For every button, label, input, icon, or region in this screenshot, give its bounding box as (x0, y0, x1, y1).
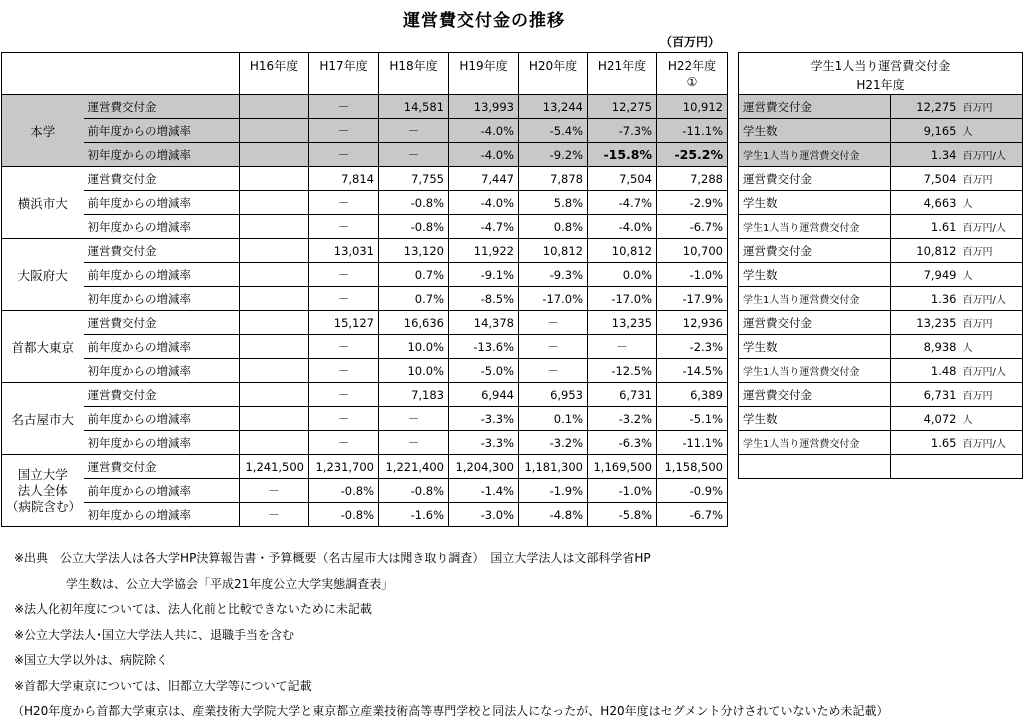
row-label: 前年度からの増減率 (84, 479, 240, 503)
value-cell: -1.4% (449, 479, 519, 503)
value-cell: － (240, 503, 309, 527)
value-cell: － (309, 95, 379, 119)
side-label: 学生数 (739, 119, 891, 143)
value-cell: -17.0% (588, 287, 657, 311)
main-table (1, 52, 728, 527)
unit-label: （百万円） (660, 35, 721, 49)
value-cell (240, 359, 309, 383)
value-cell (240, 287, 309, 311)
value-cell: 6,731 (588, 383, 657, 407)
table-row (2, 455, 728, 479)
value-cell: 10,812 (588, 239, 657, 263)
side-label: 学生1人当り運営費交付金 (739, 287, 891, 311)
side-row (739, 167, 1023, 191)
side-unit: 百万円 (961, 167, 1023, 191)
side-label: 運営費交付金 (739, 239, 891, 263)
side-empty (891, 455, 1023, 479)
side-unit: 人 (961, 191, 1023, 215)
side-value: 10,812 (891, 239, 961, 263)
side-label: 学生数 (739, 263, 891, 287)
value-cell (240, 191, 309, 215)
value-cell (240, 95, 309, 119)
value-cell: 12,275 (588, 95, 657, 119)
table-row (2, 191, 728, 215)
table-row (2, 167, 728, 191)
side-unit: 百万円 (961, 239, 1023, 263)
value-cell: － (309, 431, 379, 455)
side-row (739, 191, 1023, 215)
side-value: 1.65 (891, 431, 961, 455)
value-cell: － (309, 335, 379, 359)
value-cell: -0.8% (379, 191, 449, 215)
side-value: 6,731 (891, 383, 961, 407)
value-cell: -5.4% (519, 119, 588, 143)
year-header: H21年度 (588, 53, 657, 95)
value-cell: -2.3% (657, 335, 728, 359)
side-label: 学生数 (739, 335, 891, 359)
value-cell: 10,912 (657, 95, 728, 119)
value-cell: -5.1% (657, 407, 728, 431)
table-row (2, 143, 728, 167)
side-unit: 百万円 (961, 95, 1023, 119)
side-unit: 百万円/人 (961, 143, 1023, 167)
note-line: ※出典 公立大学法人は各大学HP決算報告書・予算概要（名古屋市大は聞き取り調査） 国立大学法人は文部科学省HP (14, 551, 651, 565)
value-cell: 0.7% (379, 263, 449, 287)
value-cell: -8.5% (449, 287, 519, 311)
value-cell: 1,158,500 (657, 455, 728, 479)
value-cell: 6,389 (657, 383, 728, 407)
value-cell: － (309, 191, 379, 215)
side-row (739, 263, 1023, 287)
table-row (2, 119, 728, 143)
side-row (739, 215, 1023, 239)
value-cell: 13,235 (588, 311, 657, 335)
value-cell: 0.1% (519, 407, 588, 431)
year-header-h22 (657, 53, 728, 95)
side-value: 8,938 (891, 335, 961, 359)
value-cell: 1,169,500 (588, 455, 657, 479)
side-value: 1.48 (891, 359, 961, 383)
value-cell: － (519, 311, 588, 335)
value-cell: 5.8% (519, 191, 588, 215)
side-label: 運営費交付金 (739, 167, 891, 191)
value-cell: － (309, 383, 379, 407)
value-cell: 10,700 (657, 239, 728, 263)
value-cell: -2.9% (657, 191, 728, 215)
side-value: 1.61 (891, 215, 961, 239)
institution-name: 名古屋市大 (2, 383, 84, 455)
side-row (739, 407, 1023, 431)
institution-name: 横浜市大 (2, 167, 84, 239)
year-header: H17年度 (309, 53, 379, 95)
value-cell (240, 311, 309, 335)
value-cell: -3.3% (449, 431, 519, 455)
row-label: 運営費交付金 (84, 311, 240, 335)
value-cell: -3.0% (449, 503, 519, 527)
institution-name: 首都大東京 (2, 311, 84, 383)
side-label: 運営費交付金 (739, 383, 891, 407)
institution-name: 本学 (2, 95, 84, 167)
value-cell: -4.0% (588, 215, 657, 239)
value-cell: -25.2% (657, 143, 728, 167)
value-cell: 10.0% (379, 335, 449, 359)
side-row (739, 239, 1023, 263)
value-cell: -1.0% (588, 479, 657, 503)
value-cell: 13,244 (519, 95, 588, 119)
value-cell: -4.0% (449, 143, 519, 167)
value-cell: -3.2% (519, 431, 588, 455)
value-cell: -12.5% (588, 359, 657, 383)
side-label: 学生1人当り運営費交付金 (739, 215, 891, 239)
value-cell (240, 215, 309, 239)
value-cell: -4.8% (519, 503, 588, 527)
header-row (2, 53, 728, 95)
value-cell: 11,922 (449, 239, 519, 263)
side-unit: 百万円/人 (961, 287, 1023, 311)
side-value: 12,275 (891, 95, 961, 119)
side-row (739, 311, 1023, 335)
note-line: ※国立大学以外は、病院除く (14, 653, 169, 667)
table-row (2, 479, 728, 503)
value-cell: -0.8% (309, 479, 379, 503)
value-cell (240, 239, 309, 263)
side-row (739, 335, 1023, 359)
value-cell: － (309, 143, 379, 167)
value-cell: － (309, 119, 379, 143)
side-row (739, 119, 1023, 143)
value-cell: -1.0% (657, 263, 728, 287)
value-cell: -4.0% (449, 119, 519, 143)
side-value: 1.34 (891, 143, 961, 167)
table-row (2, 407, 728, 431)
row-label: 運営費交付金 (84, 95, 240, 119)
side-label: 学生1人当り運営費交付金 (739, 143, 891, 167)
note-line: ※首都大学東京については、旧都立大学等について記載 (14, 678, 312, 693)
year-header: H19年度 (449, 53, 519, 95)
table-row (2, 503, 728, 527)
value-cell: 0.8% (519, 215, 588, 239)
side-unit: 人 (961, 335, 1023, 359)
value-cell: 6,953 (519, 383, 588, 407)
institution-name: 大阪府大 (2, 239, 84, 311)
year-label: H22年度 (667, 59, 717, 73)
value-cell: 7,504 (588, 167, 657, 191)
side-row (739, 95, 1023, 119)
row-label: 運営費交付金 (84, 455, 240, 479)
value-cell: -0.8% (379, 215, 449, 239)
value-cell: － (309, 407, 379, 431)
value-cell: 13,120 (379, 239, 449, 263)
side-empty (739, 455, 891, 479)
value-cell: 0.0% (588, 263, 657, 287)
value-cell: -1.9% (519, 479, 588, 503)
value-cell: -9.3% (519, 263, 588, 287)
side-row (739, 431, 1023, 455)
side-unit: 百万円 (961, 311, 1023, 335)
value-cell (240, 119, 309, 143)
header-blank (2, 53, 84, 95)
side-row (739, 287, 1023, 311)
row-label: 運営費交付金 (84, 167, 240, 191)
value-cell: -4.0% (449, 191, 519, 215)
table-row (2, 431, 728, 455)
side-header-row (739, 53, 1023, 95)
value-cell: 1,221,400 (379, 455, 449, 479)
side-value: 7,949 (891, 263, 961, 287)
side-value: 9,165 (891, 119, 961, 143)
value-cell: － (379, 119, 449, 143)
side-unit: 百万円/人 (961, 431, 1023, 455)
value-cell: 10,812 (519, 239, 588, 263)
value-cell: -4.7% (588, 191, 657, 215)
value-cell: -9.1% (449, 263, 519, 287)
side-label: 学生1人当り運営費交付金 (739, 431, 891, 455)
row-label: 初年度からの増減率 (84, 431, 240, 455)
value-cell: 0.7% (379, 287, 449, 311)
row-label: 初年度からの増減率 (84, 359, 240, 383)
row-label: 前年度からの増減率 (84, 263, 240, 287)
value-cell: -14.5% (657, 359, 728, 383)
note-line: ※公立大学法人･国立大学法人共に、退職手当を含む (14, 627, 295, 642)
value-cell: -5.8% (588, 503, 657, 527)
value-cell: -0.8% (309, 503, 379, 527)
value-cell: -4.7% (449, 215, 519, 239)
value-cell (240, 383, 309, 407)
value-cell: -5.0% (449, 359, 519, 383)
value-cell: -17.9% (657, 287, 728, 311)
value-cell: 1,181,300 (519, 455, 588, 479)
value-cell (240, 143, 309, 167)
side-value: 4,663 (891, 191, 961, 215)
value-cell: 13,031 (309, 239, 379, 263)
value-cell: -15.8% (588, 143, 657, 167)
value-cell: 1,231,700 (309, 455, 379, 479)
side-row (739, 383, 1023, 407)
row-label: 初年度からの増減率 (84, 215, 240, 239)
note-line: ※法人化初年度については、法人化前と比較できないために未記載 (14, 602, 372, 616)
value-cell: -1.6% (379, 503, 449, 527)
table-row (2, 95, 728, 119)
institution-name-line: 法人全体 (17, 482, 68, 498)
row-label: 初年度からの増減率 (84, 503, 240, 527)
institution-name-line: 国立大学 (17, 466, 68, 482)
side-header (739, 53, 1023, 95)
value-cell: － (240, 479, 309, 503)
value-cell: -17.0% (519, 287, 588, 311)
value-cell: － (519, 335, 588, 359)
side-value: 13,235 (891, 311, 961, 335)
year-note: ① (686, 75, 698, 89)
side-label: 運営費交付金 (739, 311, 891, 335)
value-cell: － (519, 359, 588, 383)
side-value: 7,504 (891, 167, 961, 191)
side-table (738, 52, 1023, 479)
value-cell: 7,288 (657, 167, 728, 191)
side-unit: 人 (961, 407, 1023, 431)
value-cell: 10.0% (379, 359, 449, 383)
side-unit: 人 (961, 263, 1023, 287)
institution-name-line: （病院含む） (6, 498, 82, 514)
value-cell: － (588, 335, 657, 359)
value-cell: － (379, 143, 449, 167)
table-row (2, 215, 728, 239)
side-unit: 百万円/人 (961, 215, 1023, 239)
note-line: 学生数は、公立大学協会「平成21年度公立大学実態調査表」 (66, 576, 394, 591)
value-cell: -11.1% (657, 431, 728, 455)
value-cell: 12,936 (657, 311, 728, 335)
value-cell: 7,814 (309, 167, 379, 191)
value-cell (240, 335, 309, 359)
value-cell: -6.3% (588, 431, 657, 455)
row-label: 前年度からの増減率 (84, 407, 240, 431)
side-label: 運営費交付金 (739, 95, 891, 119)
value-cell: 16,636 (379, 311, 449, 335)
side-unit: 百万円/人 (961, 359, 1023, 383)
year-header: H16年度 (240, 53, 309, 95)
value-cell: 14,378 (449, 311, 519, 335)
table-row (2, 263, 728, 287)
value-cell: 7,183 (379, 383, 449, 407)
side-row (739, 359, 1023, 383)
institution-name (2, 455, 84, 527)
side-label: 学生1人当り運営費交付金 (739, 359, 891, 383)
row-label: 初年度からの増減率 (84, 287, 240, 311)
value-cell: 7,878 (519, 167, 588, 191)
value-cell: 6,944 (449, 383, 519, 407)
note-line: （H20年度から首都大学東京は、産業技術大学院大学と東京都立産業技術高等専門学校と同法人になったが、H20年度はセグメント分けされていないため未記載） (12, 704, 889, 718)
value-cell: － (379, 407, 449, 431)
value-cell: -6.7% (657, 503, 728, 527)
value-cell: 15,127 (309, 311, 379, 335)
table-row (2, 239, 728, 263)
value-cell: -0.8% (379, 479, 449, 503)
header-blank (84, 53, 240, 95)
page-title: 運営費交付金の推移 (403, 11, 565, 31)
row-label: 運営費交付金 (84, 239, 240, 263)
year-header: H20年度 (519, 53, 588, 95)
value-cell: -3.3% (449, 407, 519, 431)
table-row (2, 383, 728, 407)
side-value: 4,072 (891, 407, 961, 431)
row-label: 前年度からの増減率 (84, 191, 240, 215)
value-cell: -13.6% (449, 335, 519, 359)
side-label: 学生数 (739, 407, 891, 431)
value-cell (240, 167, 309, 191)
table-row (2, 359, 728, 383)
value-cell: － (309, 359, 379, 383)
value-cell (240, 263, 309, 287)
value-cell: 1,241,500 (240, 455, 309, 479)
value-cell: － (309, 215, 379, 239)
value-cell: -11.1% (657, 119, 728, 143)
value-cell: 13,993 (449, 95, 519, 119)
table-row (2, 335, 728, 359)
value-cell: -6.7% (657, 215, 728, 239)
row-label: 前年度からの増減率 (84, 119, 240, 143)
side-header-year: H21年度 (856, 78, 905, 92)
value-cell: -0.9% (657, 479, 728, 503)
side-unit: 人 (961, 119, 1023, 143)
value-cell: － (379, 431, 449, 455)
notes (14, 546, 888, 725)
value-cell: 14,581 (379, 95, 449, 119)
value-cell: － (309, 263, 379, 287)
row-label: 前年度からの増減率 (84, 335, 240, 359)
side-row (739, 143, 1023, 167)
table-row (2, 311, 728, 335)
value-cell: -9.2% (519, 143, 588, 167)
value-cell: 7,755 (379, 167, 449, 191)
value-cell: -7.3% (588, 119, 657, 143)
value-cell: -3.2% (588, 407, 657, 431)
table-row (2, 287, 728, 311)
side-label: 学生数 (739, 191, 891, 215)
value-cell: 1,204,300 (449, 455, 519, 479)
value-cell: 7,447 (449, 167, 519, 191)
year-header: H18年度 (379, 53, 449, 95)
row-label: 初年度からの増減率 (84, 143, 240, 167)
value-cell: － (309, 287, 379, 311)
value-cell (240, 407, 309, 431)
side-header-title: 学生1人当り運営費交付金 (810, 59, 951, 73)
side-unit: 百万円 (961, 383, 1023, 407)
row-label: 運営費交付金 (84, 383, 240, 407)
value-cell (240, 431, 309, 455)
side-value: 1.36 (891, 287, 961, 311)
